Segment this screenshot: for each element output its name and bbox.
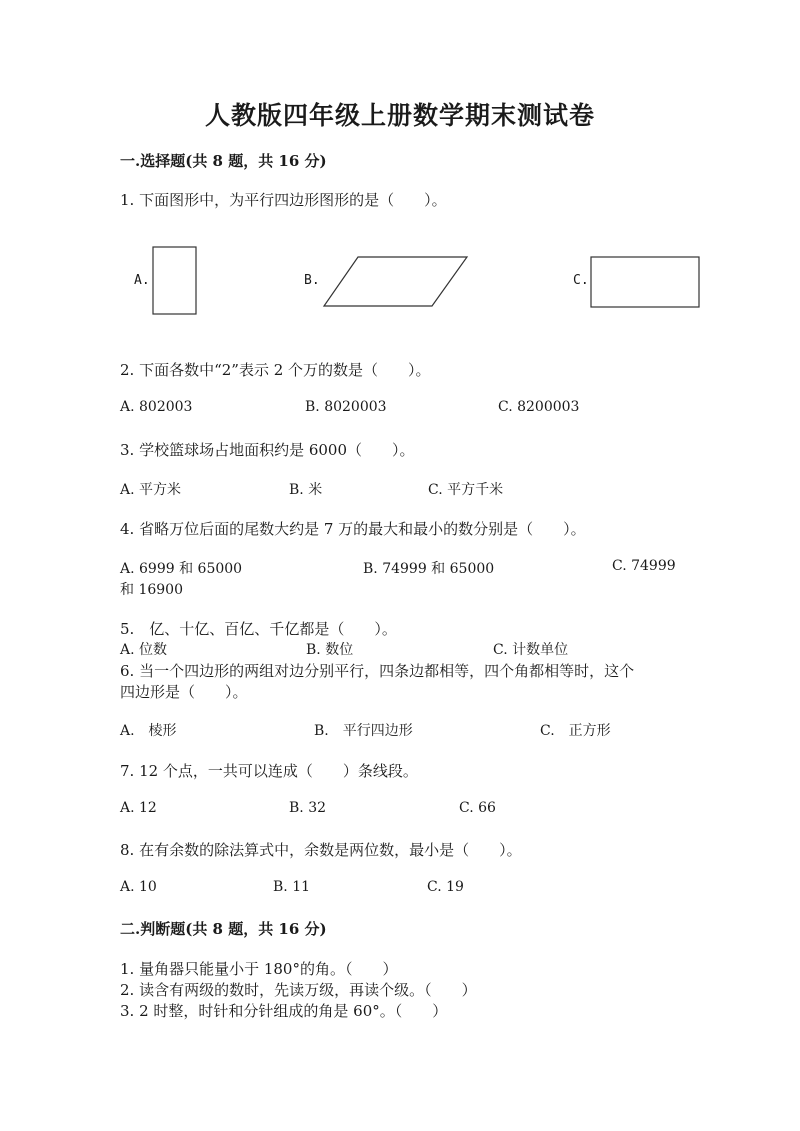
q7-option-c: C. 66: [459, 800, 496, 816]
question-3: 3. 学校篮球场占地面积约是 6000（ ）。: [120, 441, 415, 459]
question-5: 5. 亿、十亿、百亿、千亿都是（ ）。: [120, 620, 397, 638]
page-title: 人教版四年级上册数学期末测试卷: [204, 101, 595, 130]
q4-option-a: A. 6999 和 65000: [120, 561, 243, 577]
q6-option-c: C. 正方形: [540, 723, 611, 739]
tall-rectangle-shape: [152, 246, 198, 316]
q3-option-a: A. 平方米: [120, 482, 182, 498]
q6-option-a: A. 棱形: [120, 723, 177, 739]
q7-option-b: B. 32: [289, 800, 327, 816]
q8-option-b: B. 11: [273, 879, 311, 895]
judgement-question-3: 3. 2 时整，时针和分针组成的角是 60°。（ ）: [120, 1002, 448, 1020]
judgement-question-1: 1. 量角器只能量小于 180°的角。（ ）: [120, 960, 398, 978]
q8-option-c: C. 19: [427, 879, 464, 895]
q6-option-b: B. 平行四边形: [314, 723, 413, 739]
q7-option-a: A. 12: [120, 800, 157, 816]
parallelogram-shape: [322, 256, 470, 308]
shape-label-c: C.: [573, 273, 589, 288]
q2-option-c: C. 8200003: [498, 399, 580, 415]
section-heading-judgement: 二.判断题(共 8 题，共 16 分): [120, 920, 327, 938]
question-6-continued: 四边形是（ ）。: [120, 683, 248, 701]
q2-option-a: A. 802003: [120, 399, 193, 415]
q3-option-c: C. 平方千米: [428, 482, 504, 498]
q5-option-b: B. 数位: [306, 642, 354, 658]
question-1: 1. 下面图形中，为平行四边形图形的是（ ）。: [120, 191, 447, 209]
q8-option-a: A. 10: [120, 879, 157, 895]
q4-option-c-continued: 和 16900: [120, 582, 183, 598]
q5-option-a: A. 位数: [120, 642, 168, 658]
question-6: 6. 当一个四边形的两组对边分别平行，四条边都相等，四个角都相等时，这个: [120, 662, 635, 680]
wide-rectangle-shape: [590, 256, 702, 309]
q3-option-b: B. 米: [289, 482, 323, 498]
q5-option-c: C. 计数单位: [493, 642, 569, 658]
shape-label-b: B.: [304, 273, 320, 288]
question-2: 2. 下面各数中“2”表示 2 个万的数是（ ）。: [120, 361, 431, 379]
q2-option-b: B. 8020003: [305, 399, 387, 415]
judgement-question-2: 2. 读含有两级的数时，先读万级，再读个级。（ ）: [120, 981, 477, 999]
section-heading-choice: 一.选择题(共 8 题，共 16 分): [120, 152, 327, 170]
question-8: 8. 在有余数的除法算式中，余数是两位数，最小是（ ）。: [120, 841, 522, 859]
question-4: 4. 省略万位后面的尾数大约是 7 万的最大和最小的数分别是（ ）。: [120, 520, 586, 538]
q4-option-b: B. 74999 和 65000: [363, 561, 495, 577]
question-7: 7. 12 个点，一共可以连成（ ）条线段。: [120, 762, 418, 780]
q4-option-c: C. 74999: [612, 558, 676, 574]
shape-label-a: A.: [134, 273, 150, 288]
